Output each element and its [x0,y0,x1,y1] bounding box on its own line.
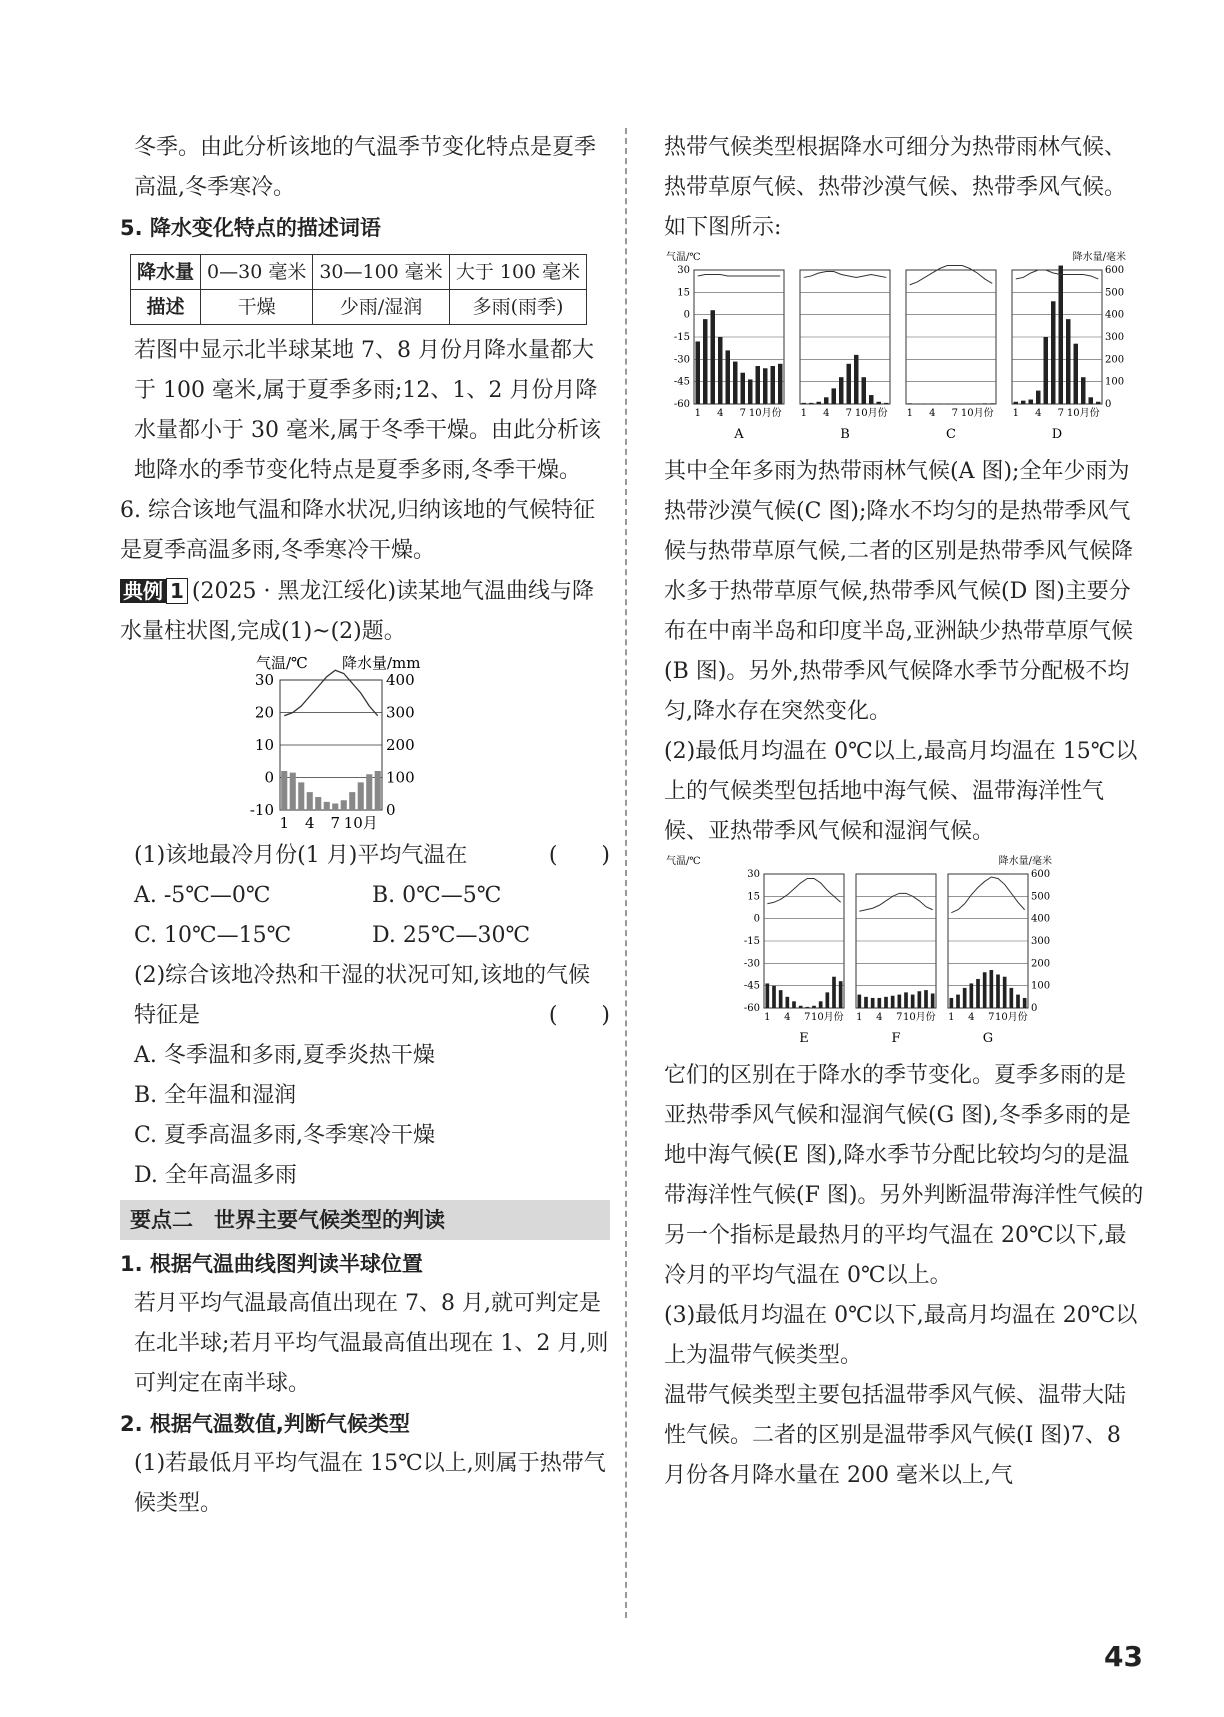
precip-bar [779,990,783,1008]
precip-bar [858,995,862,1008]
x-tick-label: 4 [304,814,315,832]
precip-bar [826,992,830,1008]
precip-bar [1081,377,1086,404]
precip-bar [741,373,746,404]
axis-title-right: 降水量/mm [342,654,421,672]
option: C. 夏季高温多雨,冬季寒冷干燥 [134,1123,436,1148]
precip-bar [792,1001,796,1008]
precip-bar [711,310,716,404]
x-tick-label: 7 [951,408,958,419]
precip-bar [884,997,888,1008]
precip-bar [802,403,807,404]
precip-bar [975,404,980,405]
paragraph: 冬季。由此分析该地的气温季节变化特点是夏季高温,冬季寒冷。 [134,135,597,200]
option: D. 全年高温多雨 [134,1163,297,1188]
x-tick-label: 10月份 [854,408,888,419]
x-tick-label: 7 [330,814,341,832]
y2-tick-label: 300 [1105,332,1125,343]
precip-bar [703,319,708,404]
precip-bar [1089,397,1094,404]
precip-bar [772,986,776,1008]
precip-bar [983,972,987,1008]
precip-bar [911,995,915,1008]
y2-tick-label: 400 [1105,309,1125,321]
precip-bar [970,983,974,1008]
y-tick-label: 15 [677,287,690,299]
section-title: 要点二 世界主要气候类型的判读 [120,1200,610,1240]
precip-bar [931,993,935,1008]
tropical-charts [664,248,1144,452]
x-tick-label: 4 [876,1012,883,1023]
precipitation-terms-table [130,254,587,325]
table-cell: 少雨/湿润 [313,290,449,325]
paragraph: 热带气候类型根据降水可细分为热带雨林气候、热带草原气候、热带沙漠气候、热带季风气候。如下图所示: [664,135,1127,240]
y2-tick-label: 200 [1105,354,1125,366]
precip-bar [938,404,943,405]
temperature-line [767,878,840,903]
y2-tick-label: 500 [1105,287,1125,299]
precip-bar [904,992,908,1008]
y2-tick-label: 200 [1031,958,1051,970]
y-tick-label: 30 [747,869,760,880]
precip-bar [1010,988,1014,1008]
y-tick-label: 0 [753,913,760,925]
y-tick-label: -45 [673,376,690,388]
x-tick-label: 4 [968,1012,975,1023]
y2-tick-label: 600 [1031,869,1051,880]
heading-6: 6. 综合该地气温和降水状况,归纳该地的气候特征是夏季高温多雨,冬季寒冷干燥。 [120,498,595,563]
precip-bar [891,996,895,1008]
y-tick-label: 0 [264,768,274,787]
y2-tick-label: 200 [386,736,415,754]
x-tick-label: 1 [906,408,913,419]
table-cell: 降水量 [131,255,201,290]
paragraph: 若图中显示北半球某地 7、8 月份月降水量都大于 100 毫米,属于夏季多雨;12、1、2 月份月降水量都小于 30 毫米,属于冬季干燥。由此分析该地降水的季节变化特点是夏季多雨,冬季干燥。 [134,338,601,483]
page-number: 43 [1104,1640,1143,1673]
precip-bar [824,397,829,404]
option: B. 全年温和湿润 [134,1083,297,1108]
x-tick-label: 7 [739,408,746,419]
climate-charts-efg [664,852,1144,1056]
y2-tick-label: 500 [1031,891,1051,903]
x-tick-label: 7 [988,1012,995,1023]
precip-bar [898,995,902,1008]
temperature-line [951,877,1024,913]
precip-bar [748,379,753,404]
precip-bar [869,395,874,404]
precip-bar [908,403,913,404]
x-tick-label: 7 [804,1012,811,1023]
precip-bar [786,997,790,1008]
y2-tick-label: 100 [386,768,415,787]
paragraph: 它们的区别在于降水的季节变化。夏季多雨的是亚热带季风气候和湿润气候(G 图),冬季多雨的是地中海气候(E 图),降水季节分配比较均匀的是温带海洋性气候(F 图)。另外判断温带海洋性气候的另一个指标是最热月的平均气温在 20℃以下,最冷月的平均气温在 0℃以上。 [664,1063,1144,1288]
y-tick-label: -30 [743,958,760,970]
paragraph: (1)若最低月平均气温在 15℃以上,则属于热带气候类型。 [134,1451,606,1516]
precip-bar [960,404,965,405]
example-intro [120,571,610,652]
precip-bar [871,998,875,1008]
y2-tick-label: 400 [1031,913,1051,925]
precip-bar [963,988,967,1008]
answer-paren: ( ) [548,1003,610,1028]
column-divider [625,128,627,1618]
x-tick-label: 10月份 [810,1012,844,1023]
table-cell: 0—30 毫米 [201,255,313,290]
precip-bar [817,402,822,404]
precip-bar [832,388,837,404]
precip-bar [332,804,338,811]
x-tick-label: 4 [784,1012,791,1023]
precip-bar [324,802,330,810]
y2-tick-label: 0 [1031,1003,1038,1014]
axis-title-left: 气温/℃ [666,856,701,867]
precip-bar [847,364,852,404]
y-tick-label: -60 [743,1003,760,1014]
question-1 [120,836,610,876]
precip-bar [1016,995,1020,1008]
option: A. 冬季温和多雨,夏季炎热干燥 [134,1043,435,1068]
precip-bar [756,366,761,404]
precip-bar [806,1007,810,1008]
x-tick-label: 1 [279,814,290,832]
precip-bar [877,402,882,404]
paragraph: (3)最低月均温在 0℃以下,最高月均温在 20℃以上为温带气候类型。 [664,1303,1138,1368]
precip-bar [924,990,928,1008]
precip-bar [968,404,973,405]
table-cell: 多雨(雨季) [449,290,586,325]
x-tick-label: 7 [1057,408,1064,419]
x-tick-label: 4 [823,408,830,419]
right-column [664,128,1144,1496]
precip-bar [718,337,723,404]
precip-bar [290,773,296,810]
temperature-line [284,670,378,716]
precip-bar [1051,301,1056,404]
precip-bar [832,977,836,1008]
y-tick-label: 30 [677,265,690,276]
precip-bar [854,355,859,404]
question-2 [120,956,610,1036]
precip-bar [1036,391,1041,404]
precip-bar [298,782,304,810]
y2-tick-label: 0 [386,801,396,819]
precip-bar [358,782,364,810]
option: D. 25℃—30℃ [372,923,531,948]
y-tick-label: 30 [254,671,274,689]
option: A. -5℃—0℃ [134,883,271,908]
heading-2: 2. 根据气温数值,判断气候类型 [120,1412,410,1436]
paragraph: 其中全年多雨为热带雨林气候(A 图);全年少雨为热带沙漠气候(C 图);降水不均匀的是热带季风气候与热带草原气候,二者的区别是热带季风气候降水多于热带草原气候,热带季风气候(D 图)主要分布在中南半岛和印度半岛,亚洲缺少热带草原气候(B 图)。另外,热带季风气候降水季节分配极不均匀,降水存在突然变化。 [664,459,1133,724]
temperature-line [698,274,781,275]
left-column [120,128,610,1524]
precip-bar [1044,337,1049,404]
heading-1: 1. 根据气温曲线图判读半球位置 [120,1252,423,1276]
axis-title-right: 降水量/毫米 [1072,252,1126,263]
precip-bar [1023,998,1027,1008]
precip-bar [375,771,381,810]
y-tick-label: 20 [254,703,274,722]
precip-bar [726,350,731,404]
precip-bar [1003,977,1007,1008]
precip-bar [341,800,347,810]
temperature-line [1016,270,1099,279]
precip-bar [771,366,776,404]
options-row [120,876,610,916]
precip-bar [918,991,922,1008]
x-tick-label: 1 [764,1012,771,1023]
precip-bar [996,975,1000,1009]
y-tick-label: 10 [254,736,274,754]
table-row [131,290,587,325]
x-tick-label: 4 [929,408,936,419]
precip-bar [945,404,950,405]
precip-bar [733,362,738,404]
option: C. 10℃—15℃ [134,923,292,948]
precip-bar [923,404,928,405]
paragraph: 温带气候类型主要包括温带季风气候、温带大陆性气候。二者的区别是温带季风气候(I 图)7、8 月份各月降水量在 200 毫米以上,气 [664,1383,1127,1488]
precip-bar [812,1006,816,1008]
y2-tick-label: 300 [1031,936,1051,947]
table-cell: 干燥 [201,290,313,325]
precip-bar [950,998,954,1008]
x-tick-label: 1 [1012,408,1019,419]
panel-label: C [946,427,956,442]
x-tick-label: 7 [896,1012,903,1023]
example-number: 1 [166,578,188,604]
answer-paren: ( ) [548,843,610,868]
precip-bar [930,404,935,405]
y-tick-label: -10 [249,801,274,819]
y2-tick-label: 400 [386,671,415,689]
precip-bar [1021,401,1026,404]
y2-tick-label: 100 [1105,376,1125,388]
paragraph: (2)最低月均温在 0℃以上,最高月均温在 15℃以上的气候类型包括地中海气候、温带海洋性气候、亚热带季风气候和湿润气候。 [664,739,1138,844]
panel-label: F [891,1031,901,1046]
y-tick-label: 15 [747,891,760,903]
axis-title-left: 气温/℃ [666,252,701,263]
temperature-line [910,266,993,285]
question-text: (1)该地最冷月份(1 月)平均气温在 [134,843,468,868]
axis-title-left: 气温/℃ [256,654,308,672]
precip-bar [349,792,355,810]
precip-bar [1029,400,1034,404]
x-tick-label: 10月份 [1066,408,1100,419]
panel-label: G [982,1031,994,1046]
y2-tick-label: 300 [386,703,415,722]
y-tick-label: -45 [743,980,760,992]
y2-tick-label: 0 [1105,399,1112,410]
precip-bar [1074,344,1079,404]
example-chart [120,652,610,836]
precip-bar [915,404,920,405]
x-tick-label: 7 [845,408,852,419]
precip-bar [976,979,980,1008]
panel-label: D [1051,427,1063,442]
table-cell: 描述 [131,290,201,325]
precip-bar [1066,319,1071,404]
temperature-line [804,271,887,277]
x-tick-label: 10月 [343,814,378,832]
precip-bar [864,997,868,1008]
table-cell: 30—100 毫米 [313,255,449,290]
precip-bar [819,1001,823,1008]
y2-tick-label: 100 [1031,980,1051,992]
precip-bar [281,771,287,810]
precip-bar [809,403,814,404]
y-tick-label: -30 [673,354,690,366]
subtropical-charts [664,852,1144,1056]
table-cell: 大于 100 毫米 [449,255,586,290]
precip-bar [1014,402,1019,404]
precip-bar [315,797,321,810]
precip-bar [862,377,867,404]
precip-bar [366,774,372,810]
precip-bar [766,983,770,1008]
precip-bar [1059,266,1064,404]
x-tick-label: 10月份 [994,1012,1028,1023]
precip-bar [696,341,701,404]
precip-bar [878,998,882,1008]
precip-bar [884,403,889,404]
x-tick-label: 10月份 [960,408,994,419]
climate-chart [120,652,610,836]
heading-5: 5. 降水变化特点的描述词语 [120,216,381,240]
precip-bar [307,792,313,810]
climate-charts-abcd [664,248,1144,452]
x-tick-label: 1 [694,408,701,419]
axis-title-right: 降水量/毫米 [998,856,1052,867]
x-tick-label: 1 [856,1012,863,1023]
x-tick-label: 1 [800,408,807,419]
precip-bar [839,981,843,1008]
precip-bar [1096,402,1101,404]
y-tick-label: 0 [683,309,690,321]
precip-bar [990,403,995,404]
x-tick-label: 10月份 [748,408,782,419]
example-text: (2025 · 黑龙江绥化)读某地气温曲线与降水量柱状图,完成(1)~(2)题。 [120,579,595,644]
y-tick-label: -15 [743,936,760,947]
y-tick-label: -60 [673,399,690,410]
options-row [120,916,610,956]
panel-label: A [734,427,744,442]
x-tick-label: 10月份 [902,1012,936,1023]
precip-bar [839,377,844,404]
x-tick-label: 4 [717,408,724,419]
x-tick-label: 1 [948,1012,955,1023]
question-text: (2)综合该地冷热和干湿的状况可知,该地的气候特征是 [134,963,591,1028]
table-row [131,255,587,290]
precip-bar [983,403,988,404]
example-tag: 典例 [120,579,166,603]
precip-bar [763,368,768,404]
panel-label: E [799,1031,809,1046]
y-tick-label: -15 [673,332,690,343]
precip-bar [956,995,960,1008]
paragraph: 若月平均气温最高值出现在 7、8 月,就可判定是在北半球;若月平均气温最高值出现在 1、2 月,则可判定在南半球。 [134,1291,609,1396]
precip-bar [953,404,958,405]
precip-bar [990,970,994,1008]
option: B. 0℃—5℃ [372,883,502,908]
x-tick-label: 4 [1035,408,1042,419]
y2-tick-label: 600 [1105,265,1125,276]
precip-bar [778,364,783,404]
panel-label: B [840,427,850,442]
precip-bar [799,1006,803,1008]
